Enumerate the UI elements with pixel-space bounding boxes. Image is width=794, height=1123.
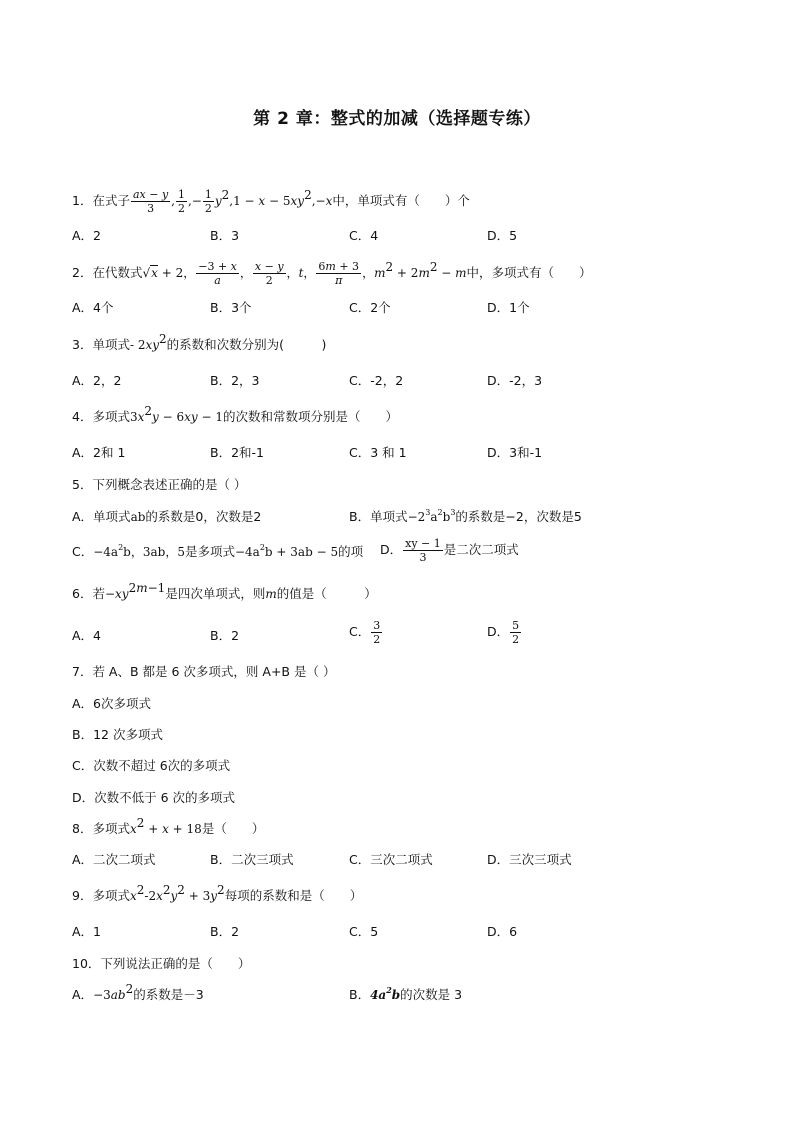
option-c[interactable]: C．3 和 1 bbox=[349, 445, 407, 460]
question-8: 8．多项式$x^2 + x + 18$是（ ） bbox=[72, 816, 265, 836]
fraction: $\frac{-3 + x}{a}$ bbox=[198, 260, 237, 287]
option-d[interactable]: D．1个 bbox=[487, 300, 530, 315]
option-b[interactable]: B．二次三项式 bbox=[210, 852, 294, 867]
question-2: 2．在代数式√x + 2， $\frac{-3 + x}{a}$ ， $\frac{x - y}{2}$ ，t， $\frac{6m + 3}{\pi}$ ，$m^2 + 2m^2 - m$中，多项式有（ ） bbox=[72, 260, 592, 287]
option-b[interactable]: B．12 次多项式 bbox=[72, 727, 163, 742]
option-a[interactable]: A．2，2 bbox=[72, 373, 122, 388]
question-4: 4．多项式$3x^2y - 6xy - 1$的次数和常数项分别是（ ） bbox=[72, 404, 399, 424]
option-b[interactable]: B．2 bbox=[210, 628, 240, 643]
fraction: $\frac{1}{2}$ bbox=[177, 188, 185, 215]
option-b[interactable]: B．$4a^2b$的次数是 3 bbox=[349, 985, 463, 1002]
option-c[interactable]: C．$-4a^2b$，3ab，5是多项式$-4a^2b + 3ab - 5$的项 bbox=[72, 543, 364, 559]
fraction: $\frac{ax - y}{3}$ bbox=[132, 188, 169, 215]
option-a[interactable]: A．2 bbox=[72, 228, 102, 243]
option-b[interactable]: B．3 bbox=[210, 228, 240, 243]
option-b[interactable]: B．单项式$-2^3a^2b^3$的系数是−2，次数是5 bbox=[349, 508, 582, 524]
option-a[interactable]: A．单项式ab的系数是0，次数是2 bbox=[72, 509, 262, 524]
option-d[interactable]: D． $\frac{5}{2}$ bbox=[487, 619, 520, 646]
option-a[interactable]: A．2和 1 bbox=[72, 445, 126, 460]
option-c[interactable]: C．5 bbox=[349, 924, 379, 939]
fraction: $\frac{1}{2}$ bbox=[204, 188, 212, 215]
option-a[interactable]: A．4 bbox=[72, 628, 102, 643]
question-6: 6．若$-xy^{2m-1}$是四次单项式，则m的值是（ ） bbox=[72, 581, 377, 601]
fraction: $\frac{3}{2}$ bbox=[373, 619, 381, 646]
option-d[interactable]: D．次数不低于 6 次的多项式 bbox=[72, 790, 236, 805]
option-c[interactable]: C．2个 bbox=[349, 300, 391, 315]
option-b[interactable]: B．2 bbox=[210, 924, 240, 939]
option-b[interactable]: B．2，3 bbox=[210, 373, 260, 388]
option-a[interactable]: A．4个 bbox=[72, 300, 114, 315]
question-7: 7．若 A、B 都是 6 次多项式，则 A+B 是（ ） bbox=[72, 664, 336, 679]
option-a[interactable]: A．6次多项式 bbox=[72, 696, 152, 711]
fraction: $\frac{x - y}{2}$ bbox=[254, 260, 284, 287]
option-c[interactable]: C．三次二项式 bbox=[349, 852, 433, 867]
option-c[interactable]: C．-2，2 bbox=[349, 373, 404, 388]
option-d[interactable]: D．5 bbox=[487, 228, 518, 243]
option-a[interactable]: A．二次二项式 bbox=[72, 852, 156, 867]
option-c[interactable]: C．次数不超过 6次的多项式 bbox=[72, 758, 231, 773]
fraction: $\frac{6m + 3}{\pi}$ bbox=[318, 260, 360, 287]
option-b[interactable]: B．2和-1 bbox=[210, 445, 264, 460]
fraction: $\frac{xy - 1}{3}$ bbox=[405, 537, 441, 564]
option-a[interactable]: A．$-3ab^2$的系数是－3 bbox=[72, 982, 204, 1002]
option-d[interactable]: D． $\frac{xy - 1}{3}$ 是二次二项式 bbox=[380, 537, 519, 564]
option-b[interactable]: B．3个 bbox=[210, 300, 252, 315]
question-10: 10．下列说法正确的是（ ） bbox=[72, 956, 251, 971]
page-title: 第 2 章：整式的加减（选择题专练） bbox=[253, 109, 541, 129]
fraction: $\frac{5}{2}$ bbox=[512, 619, 520, 646]
question-5: 5．下列概念表述正确的是（ ） bbox=[72, 477, 247, 492]
question-9: 9．多项式$x^2-2x^2y^2 + 3y^2$每项的系数和是（ ） bbox=[72, 883, 363, 903]
question-1: 1．在式子 $\frac{ax - y}{3}$ , $\frac{1}{2}$ ,− $\frac{1}{2}$ $y^2,1 - x - 5xy^2,-x$中，单项式有（ ）个 bbox=[72, 188, 470, 215]
option-d[interactable]: D．三次三项式 bbox=[487, 852, 572, 867]
option-c[interactable]: C． $\frac{3}{2}$ bbox=[349, 619, 381, 646]
option-c[interactable]: C．4 bbox=[349, 228, 379, 243]
option-a[interactable]: A．1 bbox=[72, 924, 102, 939]
option-d[interactable]: D．-2，3 bbox=[487, 373, 543, 388]
option-d[interactable]: D．3和-1 bbox=[487, 445, 543, 460]
option-d[interactable]: D．6 bbox=[487, 924, 518, 939]
question-3: 3．单项式- $2xy^2$的系数和次数分别为( ) bbox=[72, 332, 327, 352]
